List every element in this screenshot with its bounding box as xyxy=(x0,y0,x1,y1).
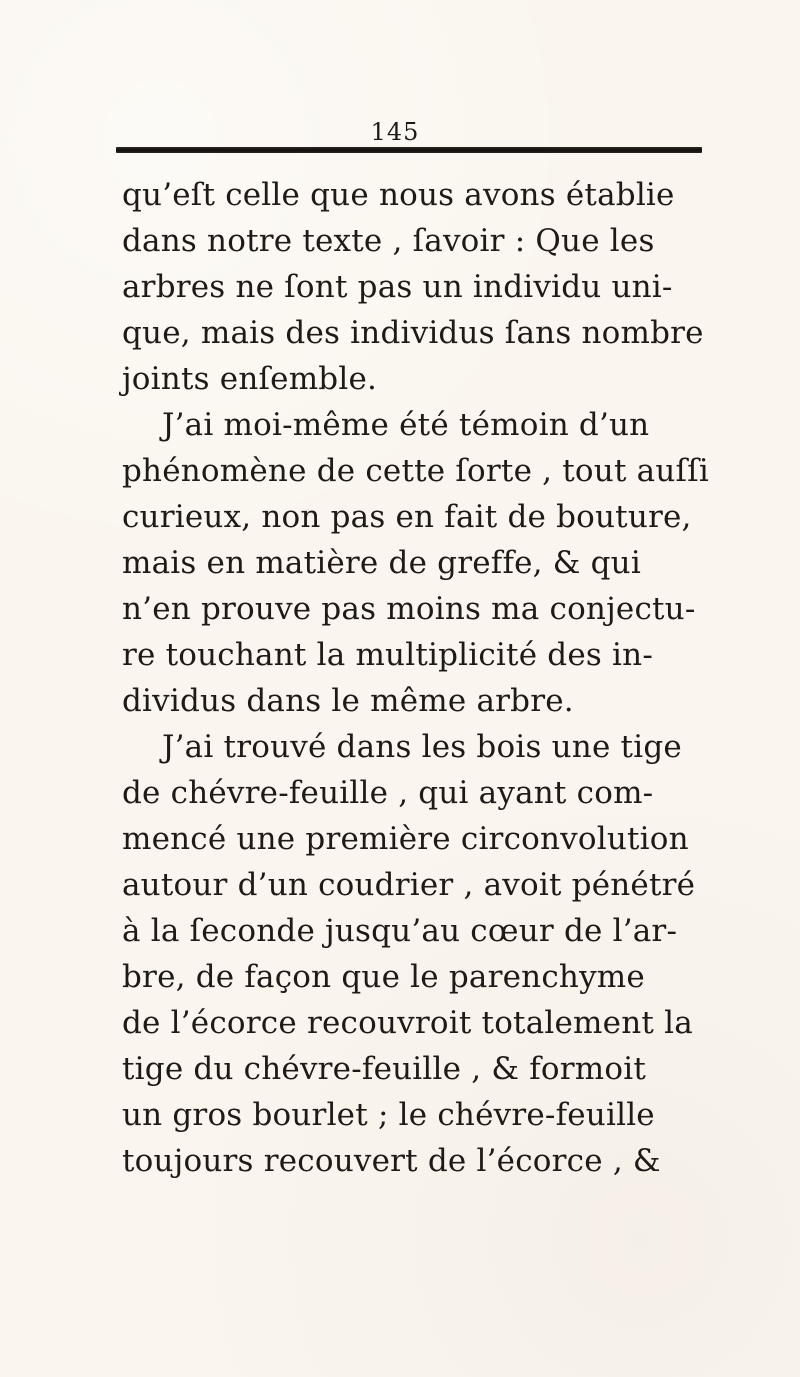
text-line: mais en matière de greffe, & qui xyxy=(122,545,641,581)
text-line: bre, de façon que le parenchyme xyxy=(122,959,645,995)
text-line: que, mais des individus ſans nombre xyxy=(122,315,704,351)
text-line: joints enſemble. xyxy=(122,361,378,397)
text-line: qu’eſt celle que nous avons établie xyxy=(122,177,675,213)
text-line: mencé une première circonvolution xyxy=(122,821,689,857)
header-rule xyxy=(116,147,702,153)
text-line: dans notre texte , ſavoir : Que les xyxy=(122,223,655,259)
text-line: n’en prouve pas moins ma conjectu- xyxy=(122,591,696,627)
paragraph-start-line: J’ai moi-même été témoin d’un xyxy=(162,407,650,443)
text-line: tige du chévre-feuille , & formoit xyxy=(122,1051,646,1087)
paragraph-start-line: J’ai trouvé dans les bois une tige xyxy=(162,729,682,765)
text-line: un gros bourlet ; le chévre-feuille xyxy=(122,1097,655,1133)
text-line: autour d’un coudrier , avoit pénétré xyxy=(122,867,696,903)
text-line: toujours recouvert de l’écorce , & xyxy=(122,1143,661,1179)
text-line: phénomène de cette ſorte , tout auſſi xyxy=(122,453,709,489)
text-line: de l’écorce recouvroit totalement la xyxy=(122,1005,693,1041)
text-line: de chévre-feuille , qui ayant com- xyxy=(122,775,654,811)
text-line: dividus dans le même arbre. xyxy=(122,683,574,719)
text-line: re touchant la multiplicité des in- xyxy=(122,637,654,673)
text-line: arbres ne ſont pas un individu uni- xyxy=(122,269,673,305)
text-line: curieux, non pas en fait de bouture, xyxy=(122,499,692,535)
page-number: 145 xyxy=(370,118,420,146)
text-line: à la ſeconde jusqu’au cœur de l’ar- xyxy=(122,913,678,949)
